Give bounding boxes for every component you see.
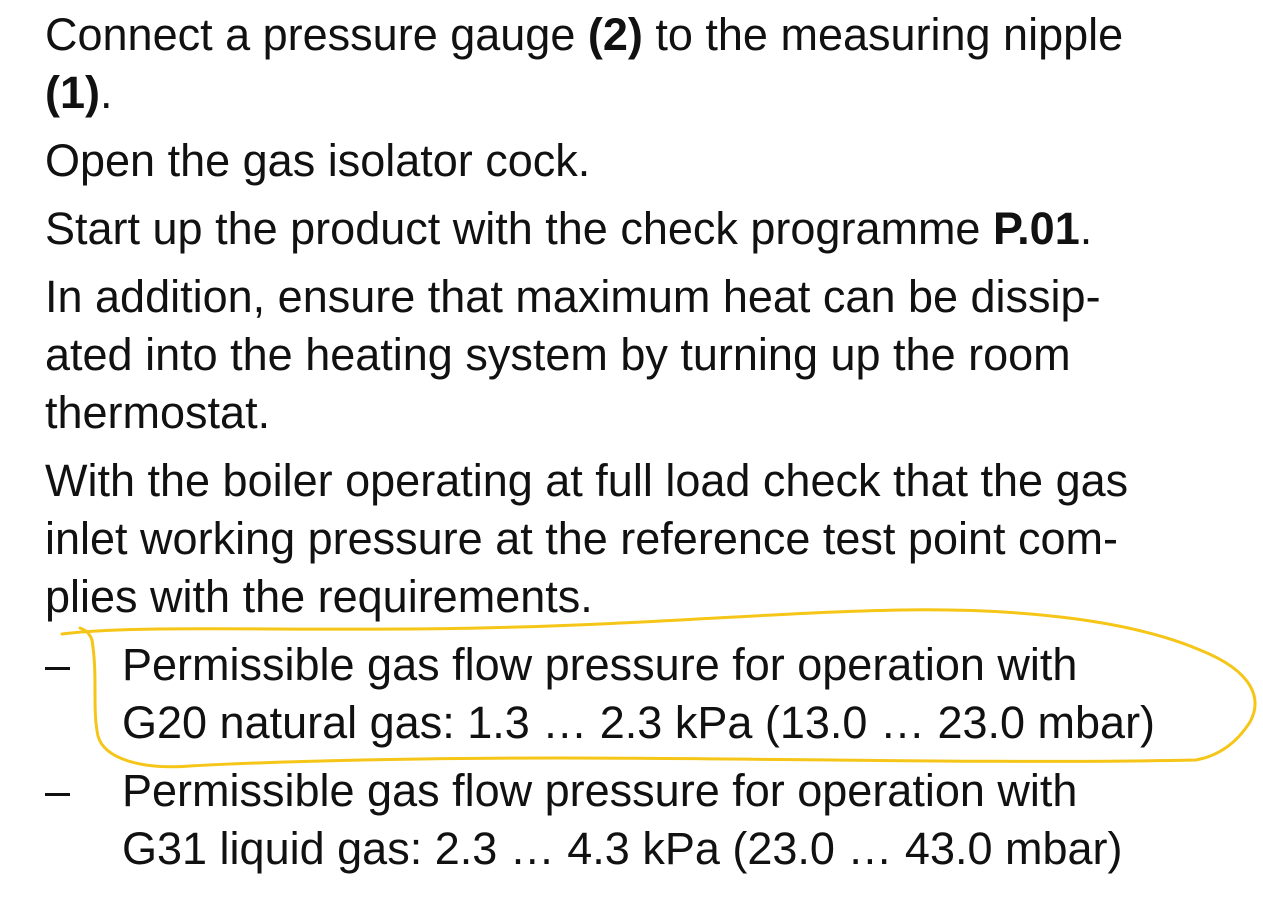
line: G31 liquid gas: 2.3 … 4.3 kPa (23.0 … 43.0 mbar): [122, 823, 1123, 874]
text-run: .: [100, 67, 113, 118]
instruction-open-cock: [45, 132, 1245, 190]
line: ated into the heating system by turning up the room: [45, 329, 1071, 380]
line: In addition, ensure that maximum heat can be dissip-: [45, 271, 1101, 322]
bullet-dash: –: [45, 639, 71, 690]
bullet-text: [122, 636, 1242, 752]
text-run: to the measuring nipple: [642, 9, 1124, 60]
instruction-start-product: [45, 200, 1245, 258]
line: [45, 200, 1245, 258]
reference-label-2: (2): [587, 9, 643, 60]
line: G20 natural gas: 1.3 … 2.3 kPa (13.0 … 23.0 mbar): [122, 697, 1156, 748]
line: Permissible gas flow pressure for operation with: [122, 765, 1078, 816]
reference-label-1: (1): [45, 67, 100, 118]
line: plies with the requirements.: [45, 571, 593, 622]
bullet-text: [122, 762, 1242, 878]
programme-code: P.01: [992, 203, 1080, 254]
text-run: .: [1079, 203, 1093, 254]
text-run: Start up the product with the check programme: [45, 203, 993, 254]
line: [45, 64, 1245, 122]
line: [45, 6, 1245, 64]
line: With the boiler operating at full load check that the gas: [45, 455, 1129, 506]
bullet-dash: –: [45, 765, 71, 816]
instruction-check-pressure: [45, 452, 1245, 626]
text-run: Connect a pressure gauge: [45, 9, 588, 60]
line: Open the gas isolator cock.: [45, 135, 591, 186]
line: Permissible gas flow pressure for operation with: [122, 639, 1078, 690]
line: thermostat.: [45, 387, 271, 438]
line: inlet working pressure at the reference test point com-: [45, 513, 1119, 564]
instruction-connect-gauge: [45, 6, 1245, 122]
instruction-max-heat: [45, 268, 1245, 442]
